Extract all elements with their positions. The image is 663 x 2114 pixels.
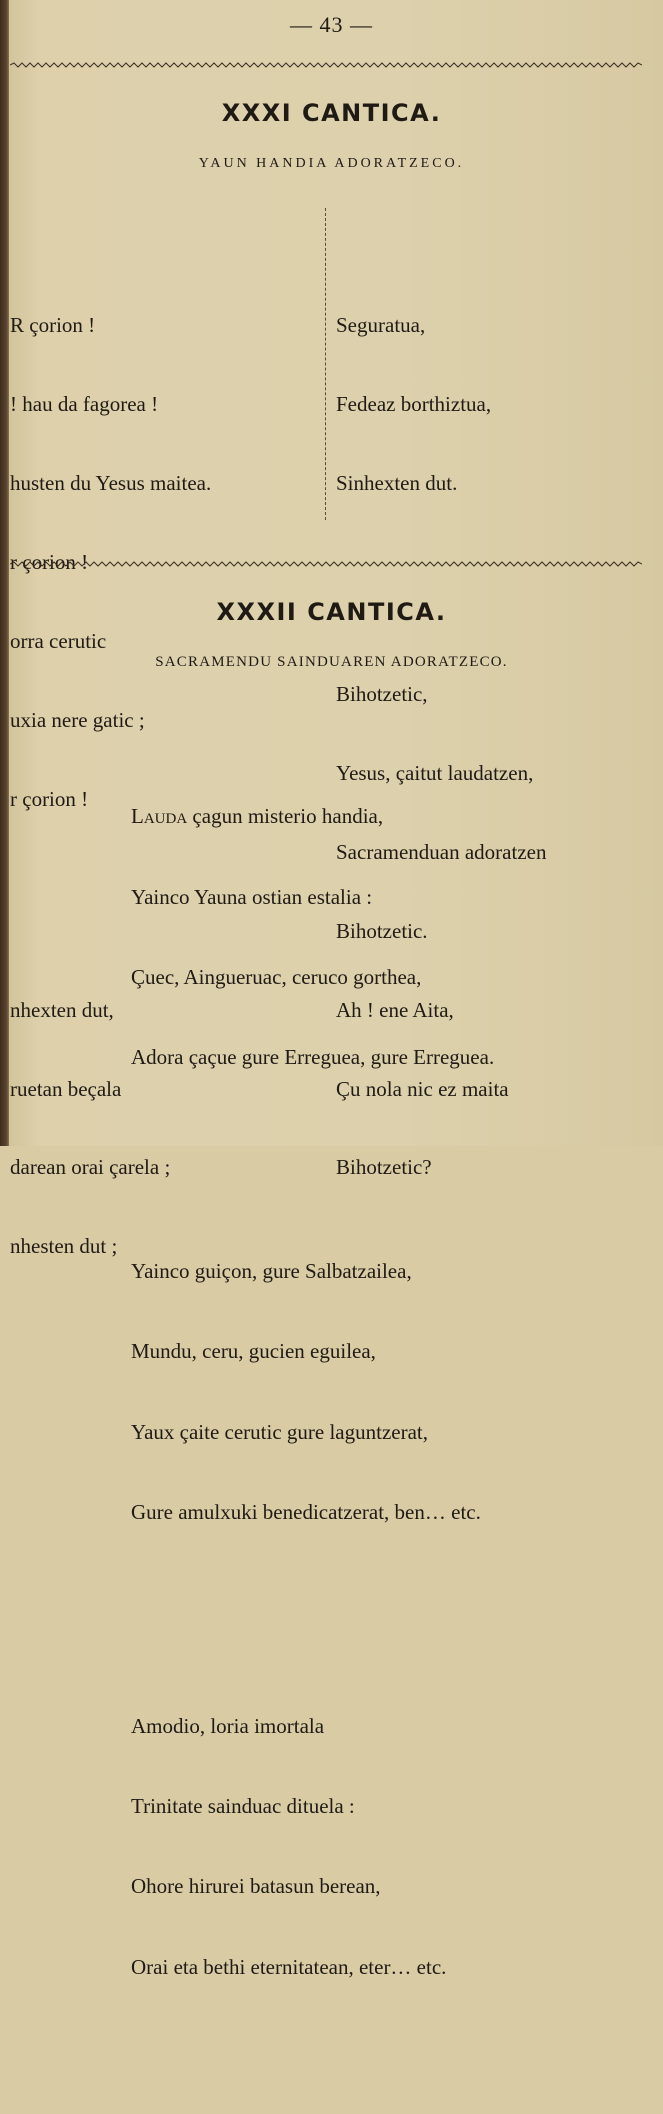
poem-stanza-2: [131, 1204, 494, 1579]
verse-line: Mundu, ceru, gucien eguilea,: [131, 1339, 376, 1364]
verse-line: uxia nere gatic ;: [10, 707, 145, 732]
poem-stanza-1: [131, 750, 494, 1125]
middle-ornamental-rule: [10, 561, 642, 567]
verse-line: Bihotzetic.: [336, 918, 428, 943]
verse-line: [131, 803, 494, 830]
verse-line: husten du Yesus maitea.: [10, 470, 212, 495]
verse-line: Bihotzetic,: [336, 682, 428, 707]
section1-subtitle: YAUN HANDIA ADORATZECO.: [198, 156, 465, 171]
section1-title: XXXI CANTICA.: [221, 99, 442, 127]
verse-line: Çuec, Ainguеruac, ceruco gorthea,: [131, 964, 422, 989]
verse-line: Yainco Yauna ostian estalia :: [131, 884, 373, 909]
verse-line: Fedeaz borthiztua,: [336, 392, 492, 417]
verse-line: ruetan beçala: [10, 1076, 122, 1101]
verse-line: Orai eta bethi eternitatean, eter… etc.: [131, 1954, 447, 1979]
verse-line: Sinhexten dut.: [336, 470, 458, 495]
section2-title: XXXII CANTICA.: [216, 598, 447, 626]
verse-line: r çorion !: [10, 549, 89, 574]
verse-line: Gure amulxuki benedicatzerat, ben… etc.: [131, 1500, 481, 1525]
top-ornamental-rule: [10, 62, 642, 68]
verse-line: Yesus, çaitut laudatzen,: [336, 760, 534, 785]
verse-line: orra cerutic: [10, 628, 107, 653]
poem-stanza-3: [131, 1659, 494, 2034]
verse-line: Amodio, loria imortala: [131, 1713, 325, 1738]
verse-line: Bihotzetic?: [336, 1155, 432, 1180]
verse-line: r çorion !: [10, 786, 89, 811]
verse-line: Seguratua,: [336, 313, 426, 338]
section2-poem: [131, 696, 494, 2114]
verse-line: R çorion !: [10, 313, 96, 338]
right-stanza-1: [336, 260, 546, 549]
verse-line-rest: çagun misterio handia,: [187, 804, 384, 829]
verse-line: darean orai çarela ;: [10, 1155, 171, 1180]
page-number: — 43 —: [290, 12, 373, 37]
verse-line: Sacramenduan adoratzen: [336, 839, 547, 864]
verse-line: nhexten dut,: [10, 997, 114, 1022]
verse-line: Trinitate sainduac dituela :: [131, 1794, 355, 1819]
column-divider: [325, 208, 326, 520]
section2-subtitle: SACRAMENDU SAINDUAREN ADORATZECO.: [155, 654, 508, 670]
verse-line: nhesten dut ;: [10, 1234, 118, 1259]
verse-line: Adora çaçue gure Erreguea, gure Erreguea.: [131, 1045, 495, 1070]
verse-line: Yainco guiçon, gure Salbatzailea,: [131, 1258, 412, 1283]
verse-line: Ohore hirurei batasun berean,: [131, 1874, 381, 1899]
verse-line: Ah ! ene Aita,: [336, 997, 454, 1022]
first-word: Lauda: [131, 804, 188, 829]
verse-line: Çu nola nic ez maita: [336, 1076, 509, 1101]
verse-line: ! hau da fagorea !: [10, 392, 159, 417]
verse-line: Yaux çaite cerutic gure laguntzerat,: [131, 1419, 428, 1444]
